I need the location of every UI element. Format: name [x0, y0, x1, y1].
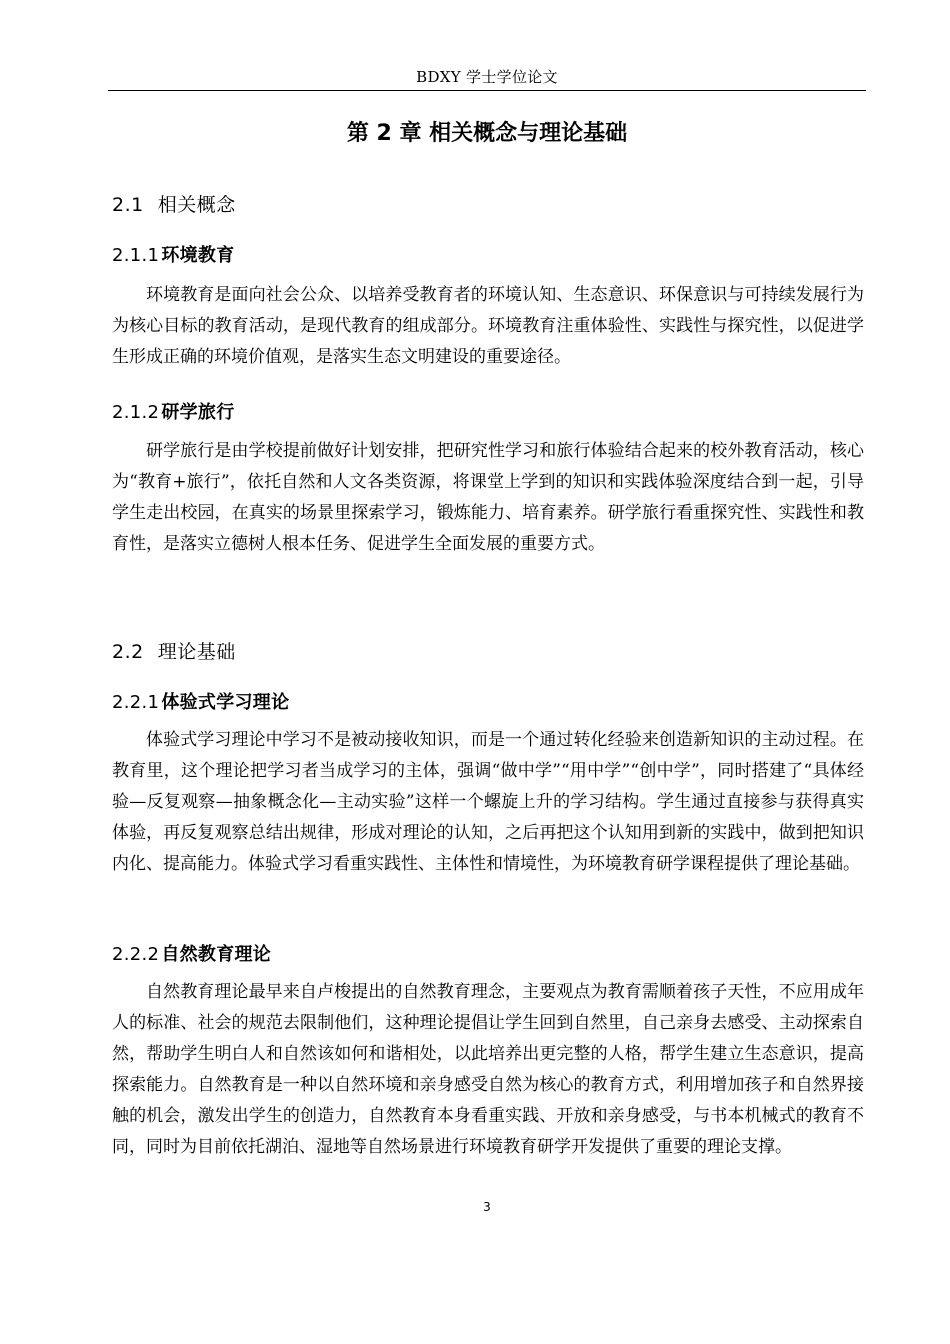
subsection-title: 研学旅行 — [161, 402, 235, 423]
paragraph-experiential-learning: 体验式学习理论中学习不是被动接收知识，而是一个通过转化经验来创造新知识的主动过程。在教育里，这个理论把学习者当成学习的主体，强调“做中学”“用中学”“创中学”，同时搭建了“具体经验—反复观察—抽象概念化—主动实验”这样一个螺旋上升的学习结构。学生通过直接参与获得真实体验，再反复观察总结出规律，形成对理论的认知，之后再把这个认知用到新的实践中，做到把知识内化、提高能力。体验式学习看重实践性、主体性和情境性，为环境教育研学课程提供了理论基础。 — [112, 730, 864, 874]
section-number: 2.1 — [112, 194, 144, 216]
section-heading-2-2 — [112, 637, 236, 664]
subsection-heading-2-2-1 — [112, 688, 289, 714]
subsection-number: 2.1.1 — [112, 245, 160, 266]
subsection-number: 2.1.2 — [112, 402, 160, 423]
header-rule — [108, 90, 866, 91]
chapter-title: 第 2 章 相关概念与理论基础 — [346, 121, 628, 146]
page-number: 3 — [483, 1200, 491, 1214]
section-title: 理论基础 — [157, 641, 236, 663]
subsection-title: 环境教育 — [161, 245, 235, 266]
running-header: BDXY 学士学位论文 — [416, 68, 558, 86]
section-title: 相关概念 — [157, 194, 236, 216]
subsection-heading-2-1-1 — [112, 241, 235, 267]
paragraph-study-travel: 研学旅行是由学校提前做好计划安排，把研究性学习和旅行体验结合起来的校外教育活动，核心为“教育+旅行”，依托自然和人文各类资源，将课堂上学到的知识和实践体验深度结合到一起，引导学生走出校园，在真实的场景里探索学习，锻炼能力、培育素养。研学旅行看重探究性、实践性和教育性，是落实立德树人根本任务、促进学生全面发展的重要方式。 — [112, 441, 864, 554]
subsection-heading-2-2-2 — [112, 940, 271, 966]
section-number: 2.2 — [112, 641, 144, 663]
subsection-title: 自然教育理论 — [161, 944, 272, 965]
paragraph-nature-education: 自然教育理论最早来自卢梭提出的自然教育理念，主要观点为教育需顺着孩子天性，不应用成年人的标准、社会的规范去限制他们，这种理论提倡让学生回到自然里，自己亲身去感受、主动探索自然，帮助学生明白人和自然该如何和谐相处，以此培养出更完整的人格，帮学生建立生态意识，提高探索能力。自然教育是一种以自然环境和亲身感受自然为核心的教育方式，利用增加孩子和自然界接触的机会，激发出学生的创造力，自然教育本身看重实践、开放和亲身感受，与书本机械式的教育不同，同时为目前依托湖泊、湿地等自然场景进行环境教育研学开发提供了重要的理论支撑。 — [112, 982, 864, 1157]
section-heading-2-1 — [112, 190, 236, 217]
subsection-number: 2.2.1 — [112, 692, 160, 713]
paragraph-environmental-education: 环境教育是面向社会公众、以培养受教育者的环境认知、生态意识、环保意识与可持续发展行为为核心目标的教育活动，是现代教育的组成部分。环境教育注重体验性、实践性与探究性，以促进学生形成正确的环境价值观，是落实生态文明建设的重要途径。 — [112, 285, 864, 367]
subsection-title: 体验式学习理论 — [161, 692, 290, 713]
subsection-number: 2.2.2 — [112, 944, 160, 965]
subsection-heading-2-1-2 — [112, 398, 235, 424]
